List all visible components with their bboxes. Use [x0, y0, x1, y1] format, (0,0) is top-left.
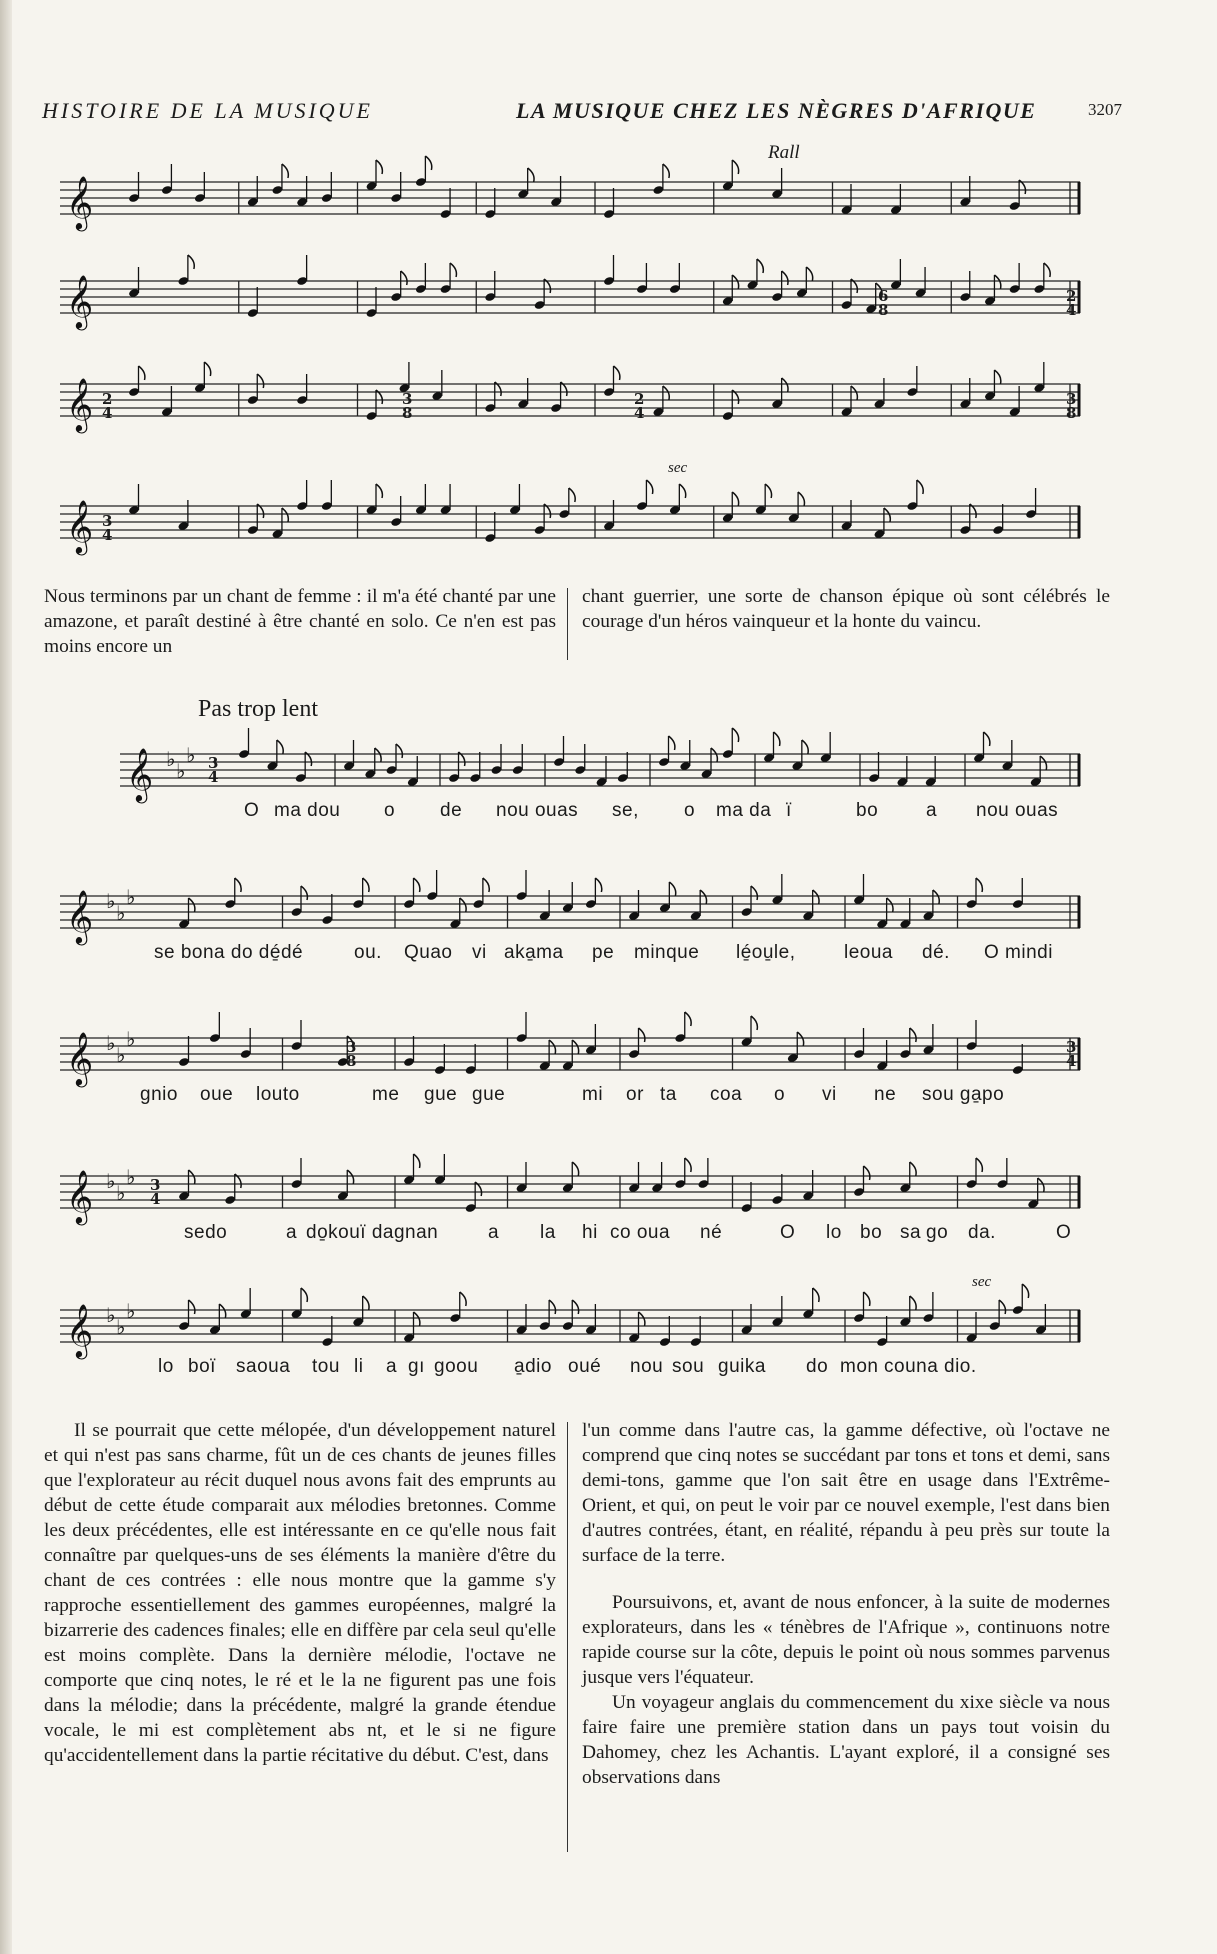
- page-number: 3207: [1088, 100, 1122, 119]
- time-sig-6-8: 6 8: [878, 287, 889, 319]
- time-sig-2-4-mid: 2 4: [634, 390, 645, 422]
- treble-clef-icon: 𝄞: [66, 1169, 94, 1223]
- lyrics-line-2: se bona do dé̱dé ou. Quao vi aka̱ma pe minque lé̱ou̱le, leoua dé. O mindi: [154, 942, 1053, 963]
- body-paragraph-right-2: Poursuivons, et, avant de nous enfoncer, à la suite de modernes explorateurs, dans les « ténèbres de l'Afrique », continuons notre rapide course sur la côte, depuis le point où nous sommes parvenus jusque vers l'équateur.: [582, 1592, 1110, 1688]
- staff-4-notation: [60, 490, 1080, 560]
- treble-clef-icon: 𝄞: [66, 1303, 94, 1357]
- body-right-column: [582, 1418, 1110, 1790]
- song-time-sig-3-4: 3 4: [208, 754, 219, 786]
- tempo-sec: sec: [668, 460, 688, 476]
- flat-icon: ♭: [126, 1027, 136, 1051]
- song-time-sig-3-8: 3 8: [346, 1038, 357, 1070]
- treble-clef-icon: 𝄞: [66, 1031, 94, 1085]
- flat-icon: ♭: [116, 901, 126, 925]
- flat-icon: ♭: [116, 1181, 126, 1205]
- staff-2: [60, 265, 1080, 335]
- flat-icon: ♭: [106, 1169, 116, 1193]
- treble-clef-icon: 𝄞: [66, 175, 94, 229]
- flat-icon: ♭: [106, 1031, 116, 1055]
- song-staff-3-notation: [60, 1022, 1080, 1092]
- header-chapter-title: LA MUSIQUE CHEZ LES NÈGRES D'AFRIQUE: [516, 98, 1037, 123]
- treble-clef-icon: 𝄞: [66, 377, 94, 431]
- treble-clef-icon: 𝄞: [126, 747, 154, 801]
- treble-clef-icon: 𝄞: [66, 274, 94, 328]
- intro-left: Nous terminons par un chant de femme : il m'a été chanté par une amazone, et paraît destiné à être chanté en solo. Ce n'en est pas moins encore un: [44, 586, 556, 657]
- header-book-title: HISTOIRE DE LA MUSIQUE: [42, 98, 373, 123]
- lyrics-line-4: sedo a do̱kouï dagnan a la hi co oua né O lo bo sa go da. O: [184, 1222, 1072, 1243]
- song-staff-4-notation: [60, 1160, 1080, 1230]
- staff-3: [60, 368, 1080, 438]
- flat-icon: ♭: [126, 1299, 136, 1323]
- running-header: [42, 98, 1122, 126]
- time-sig-3-8-mid: 3 8: [402, 390, 413, 422]
- body-left-column: [44, 1418, 556, 1768]
- song-staff-5-notation: [60, 1294, 1080, 1364]
- flat-icon: ♭: [176, 759, 186, 783]
- song-time-sig-3-4-end: 3 4: [1066, 1038, 1077, 1070]
- tempo-rall: Rall: [768, 142, 800, 163]
- time-sig-2-4-start: 2 4: [102, 390, 113, 422]
- song-staff-5: [60, 1274, 1080, 1377]
- time-sig-2-4: 2 4: [1066, 287, 1077, 319]
- body-paragraph-right-3: Un voyageur anglais du commencement du xixe siècle va nous faire faire une première station dans un pays tout voisin du Dahomey, chez les Achantis. L'ayant exploré, il a consigné ses observations dans: [582, 1692, 1110, 1788]
- flat-icon: ♭: [126, 885, 136, 909]
- song-staff-2: [60, 880, 1080, 963]
- flat-icon: ♭: [116, 1315, 126, 1339]
- treble-clef-icon: 𝄞: [66, 889, 94, 943]
- time-sig-3-8-end: 3 8: [1066, 390, 1077, 422]
- flat-icon: ♭: [126, 1165, 136, 1189]
- treble-clef-icon: 𝄞: [66, 499, 94, 553]
- staff-2-notation: [60, 265, 1080, 335]
- song-staff-3: [60, 1022, 1080, 1105]
- staff-1: [60, 142, 1080, 236]
- body-paragraph-left: Il se pourrait que cette mélopée, d'un développement naturel et qui n'est pas sans charme, fût un de ces chants de jeunes filles que l'explorateur au récit duquel nous avons fait des emprunts au début de cette étude comparait aux mélodies bretonnes. Comme les deux précédentes, elle est intéressante en ce qu'elle nous fait connaître par quelques-uns de ses éléments la manière d'être du chant de ces contrées : elle nous montre que la gamme s'y rapproche essentiellement des gammes européennes, malgré la bizarrerie des cadences finales; elle en diffère par cela seul qu'elle est moins complète. Dans la dernière mélodie, l'octave ne comporte que cinq notes, le ré et le la ne figurent pas une fois dans la mélodie; dans la précédente, malgré la grande étendue vocale, le mi est complètement abs nt, et le si ne figure qu'accidentellement dans la partie récitative du début. C'est, dans: [44, 1420, 556, 1766]
- song-tempo: Pas trop lent: [198, 696, 318, 722]
- song-staff-2-notation: [60, 880, 1080, 950]
- lyrics-line-1: O ma dou o de nou ouas se, o ma da ï bo a nou ouas: [244, 800, 1059, 821]
- lyrics-line-5: lo boï saoua tou li a gı goou a̱dio oué nou sou guika do mon couna dio.: [158, 1356, 977, 1377]
- intro-column-divider: [567, 588, 568, 660]
- song-staff-4: [60, 1160, 1080, 1243]
- flat-icon: ♭: [106, 1303, 116, 1327]
- flat-icon: ♭: [116, 1043, 126, 1067]
- flat-icon: ♭: [186, 743, 196, 767]
- flat-icon: ♭: [166, 747, 176, 771]
- song-time-sig-3-4-start: 3 4: [150, 1176, 161, 1208]
- song-tempo-sec: sec: [972, 1274, 992, 1290]
- song-staff-1: [120, 696, 1080, 821]
- lyrics-line-3: gnio oue louto me gue gue mi or ta coa o vi ne sou ga̱po: [140, 1084, 1005, 1105]
- body-column-divider: [567, 1422, 568, 1852]
- time-sig-3-4: 3 4: [102, 512, 113, 544]
- body-paragraph-right-1: l'un comme dans l'autre cas, la gamme défective, où l'octave ne comprend que cinq notes se succédant par tons et tons et demi, sans demi-tons, gamme que l'on sait être en usage dans l'Extrême-Orient, et qui, on peut le voir par ce nouvel exemple, l'est dans bien d'autres contrées, étant, en réalité, répandu à peu près sur toute la surface de la terre.: [582, 1420, 1110, 1566]
- staff-1-notation: [60, 166, 1080, 236]
- flat-icon: ♭: [106, 889, 116, 913]
- song-staff-1-notation: [120, 738, 1080, 808]
- staff-4: [60, 460, 1080, 560]
- staff-3-notation: [60, 368, 1080, 438]
- intro-right: chant guerrier, une sorte de chanson épique où sont célébrés le courage d'un héros vainqueur et la honte du vaincu.: [582, 586, 1110, 632]
